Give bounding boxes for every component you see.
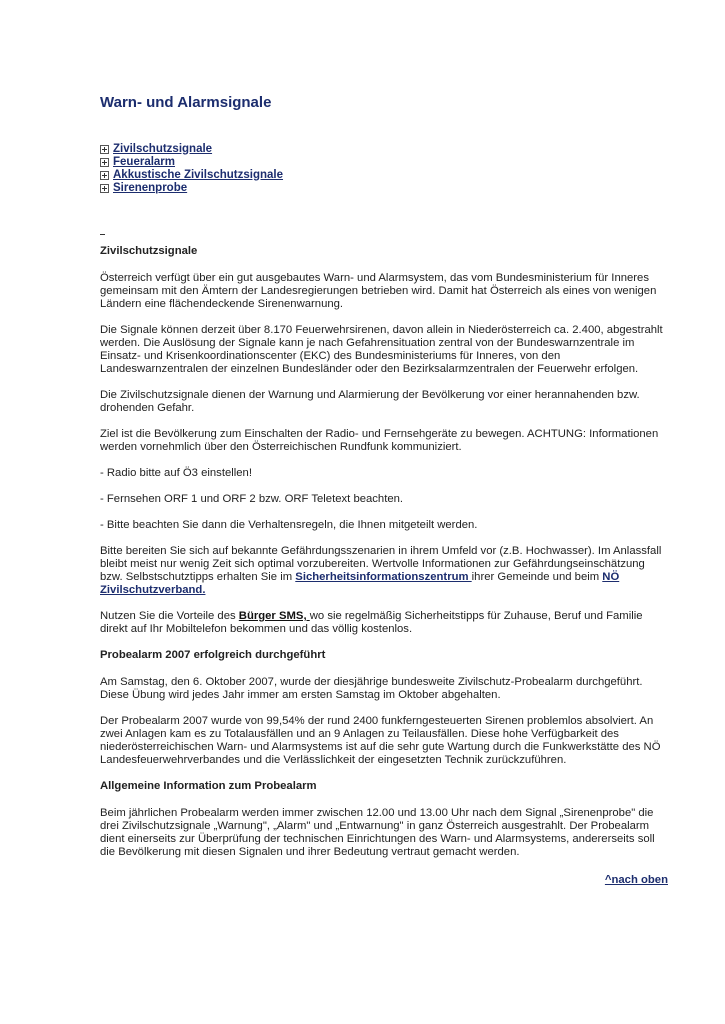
subheading-probealarm-2007: Probealarm 2007 erfolgreich durchgeführt xyxy=(100,649,326,661)
paragraph: - Bitte beachten Sie dann die Verhaltensregeln, die Ihnen mitgeteilt werden. xyxy=(100,519,478,531)
paragraph-text: wo sie regelmäßig Sicherheitstipps für Zuhause, Beruf und Familie direkt auf Ihr Mobiltelefon bekommen und das völlig kostenlos. xyxy=(100,610,643,635)
sicherheitsinformationszentrum-link[interactable]: Sicherheitsinformationszentrum xyxy=(295,571,472,583)
paragraph xyxy=(100,545,668,597)
paragraph: Österreich verfügt über ein gut ausgebautes Warn- und Alarmsystem, das vom Bundesministerium für Inneres gemeinsam mit den Ämtern der Landesregierungen betrieben wird. Damit hat Österreich als eines von wenigen Ländern eine flächendeckende Sirenenwarnung. xyxy=(100,272,657,310)
paragraph: Der Probealarm 2007 wurde von 99,54% der rund 2400 funkferngesteuerten Sirenen problemlos absolviert. An zwei Anlagen kam es zu Totalausfällen und an 9 Anlagen zu Teilausfällen. Diese hohe Verfügbarkeit des niederösterreichischen Warn- und Alarmsystems ist auf die sehr gute Wartung durch die Funkwerkstätte des NÖ Landesfeuerwehrverbandes und die Verlässlichkeit der eingesetzten Technik zurückzuführen. xyxy=(100,715,661,766)
expand-plus-icon[interactable] xyxy=(100,184,109,193)
toc-item-zivilschutzsignale xyxy=(100,142,283,155)
back-to-top-link[interactable]: ^nach oben xyxy=(604,874,668,886)
toc-item-sirenenprobe xyxy=(100,181,283,194)
section-heading: Zivilschutzsignale xyxy=(100,245,198,257)
paragraph-text: Nutzen Sie die Vorteile des xyxy=(100,610,239,622)
paragraph-text: Bitte bereiten Sie sich auf bekannte Gefährdungsszenarien in ihrem Umfeld vor (z.B. Hochwasser). Im Anlassfall bleibt meist nur wenig Zeit sich optimal vorzubereiten. Wertvolle Informationen zur Gefährdungseinschätzung bzw. Selbstschutztipps erhalten Sie im xyxy=(100,545,662,583)
article-body xyxy=(100,245,668,859)
page-title: Warn- und Alarmsignale xyxy=(100,94,272,111)
paragraph: Ziel ist die Bevölkerung zum Einschalten der Radio- und Fernsehgeräte zu bewegen. ACHTUNG: Informationen werden vornehmlich über den Österreichischen Rundfunk kommuniziert. xyxy=(100,428,659,453)
paragraph-text: ihrer Gemeinde und beim xyxy=(471,571,603,583)
subheading-allgemeine-information: Allgemeine Information zum Probealarm xyxy=(100,780,317,792)
toc-item-feueralarm xyxy=(100,155,283,168)
paragraph: - Fernsehen ORF 1 und ORF 2 bzw. ORF Teletext beachten. xyxy=(100,493,404,505)
toc-link-zivilschutzsignale[interactable]: Zivilschutzsignale xyxy=(113,142,213,155)
buerger-sms-link[interactable]: Bürger SMS, xyxy=(238,610,310,622)
expand-plus-icon[interactable] xyxy=(100,145,109,154)
paragraph: Die Signale können derzeit über 8.170 Feuerwehrsirenen, davon allein in Niederösterreich ca. 2.400, abgestrahlt werden. Die Auslösung der Signale kann je nach Gefahrensituation zentral von der Bundeswarnzentrale im Einsatz- und Krisenkoordinationscenter (EKC) des Bundesministeriums für Inneres, von den Landeswarnzentralen der einzelnen Bundesländer oder den Bezirksalarmzentralen der Feuerwehr erfolgen. xyxy=(100,324,663,375)
paragraph: Am Samstag, den 6. Oktober 2007, wurde der diesjährige bundesweite Zivilschutz-Probealarm durchgeführt. Diese Übung wird jedes Jahr immer am ersten Samstag im Oktober abgehalten. xyxy=(100,676,643,701)
paragraph xyxy=(100,610,668,636)
expand-plus-icon[interactable] xyxy=(100,171,109,180)
paragraph: Beim jährlichen Probealarm werden immer zwischen 12.00 und 13.00 Uhr nach dem Signal „Sirenenprobe" die drei Zivilschutzsignale „Warnung", „Alarm" und „Entwarnung" in ganz Österreich ausgestrahlt. Der Probealarm dient einerseits zur Überprüfung der technischen Einrichtungen des Warn- und Alarmsystems, andererseits soll die Bevölkerung mit diesen Signalen und ihrer Bedeutung vertraut gemacht werden. xyxy=(100,807,655,858)
toc-link-sirenenprobe[interactable]: Sirenenprobe xyxy=(113,181,188,194)
toc-link-akkustische-zivilschutzsignale[interactable]: Akkustische Zivilschutzsignale xyxy=(113,168,284,181)
toc-item-akkustische xyxy=(100,168,283,181)
noe-zivilschutzverband-link[interactable]: NÖ Zivilschutzverband. xyxy=(100,571,620,596)
paragraph: - Radio bitte auf Ö3 einstellen! xyxy=(100,467,252,479)
table-of-contents xyxy=(100,142,283,194)
toc-link-feueralarm[interactable]: Feueralarm xyxy=(113,155,176,168)
expand-plus-icon[interactable] xyxy=(100,158,109,167)
anchor-marker xyxy=(100,234,105,235)
paragraph: Die Zivilschutzsignale dienen der Warnung und Alarmierung der Bevölkerung vor einer herannahenden bzw. drohenden Gefahr. xyxy=(100,389,640,414)
